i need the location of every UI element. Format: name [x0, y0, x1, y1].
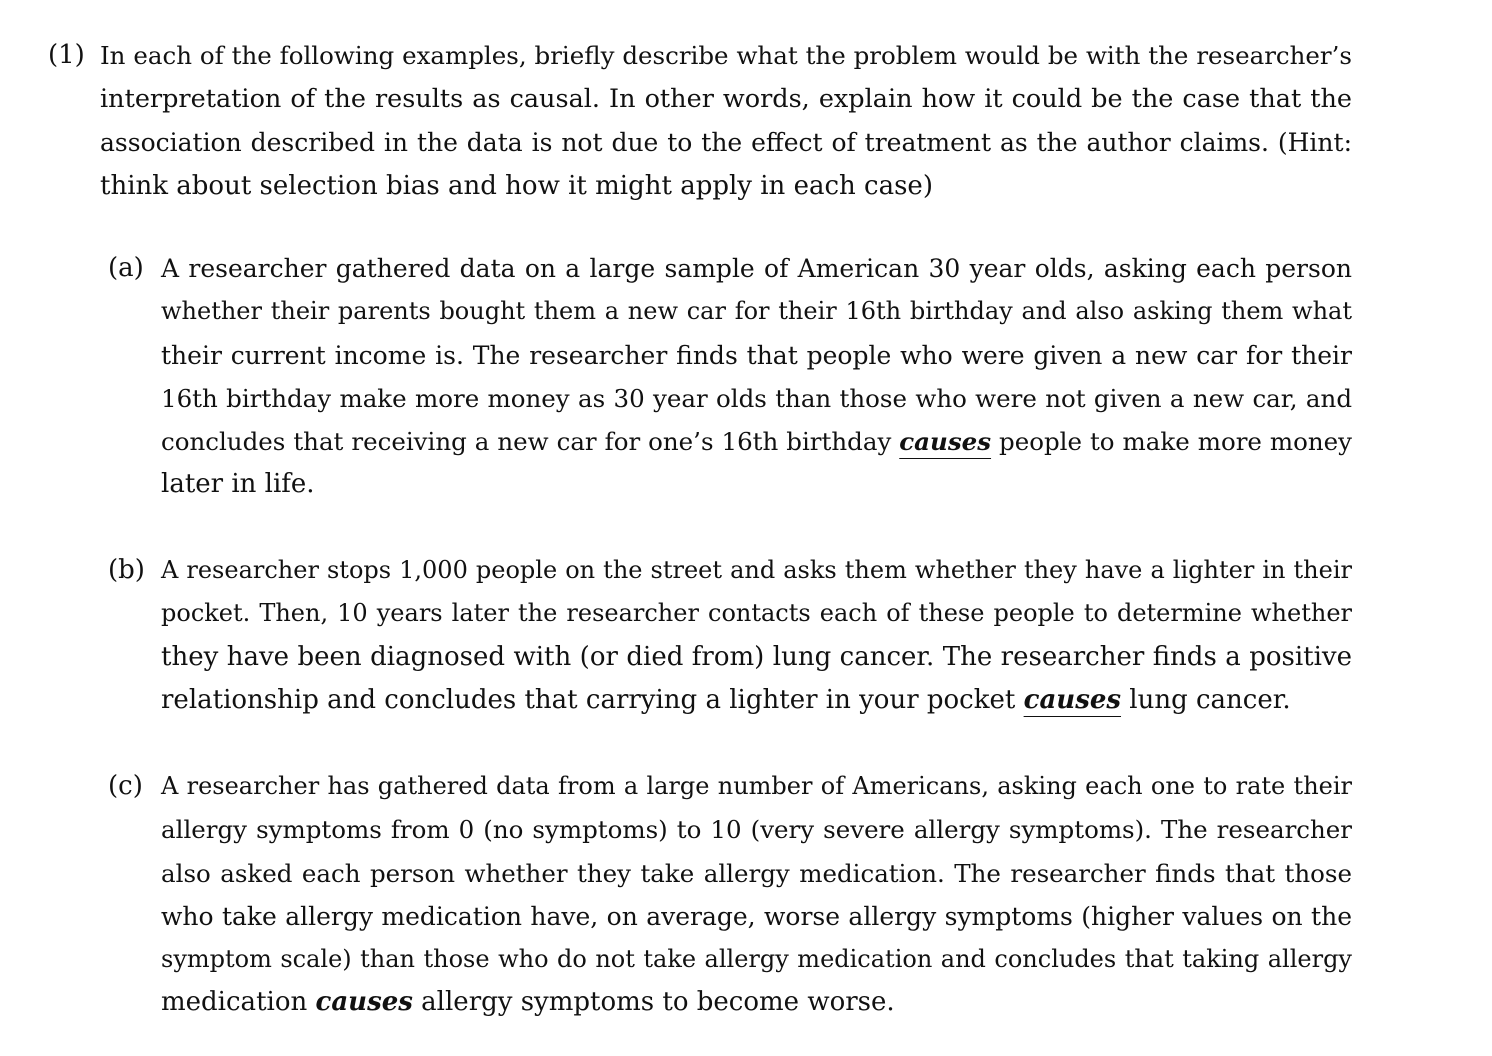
problem-intro	[100, 34, 1352, 208]
part-a-line: whether their parents bought them a new car for their 16th birthday and also asking them what	[161, 297, 1352, 326]
part-a-label: (a)	[108, 253, 144, 283]
causes-emphasis: causes	[899, 427, 992, 457]
intro-line: In each of the following examples, briefly describe what the problem would be with the researcher’s	[100, 41, 1352, 70]
part-b-text	[161, 549, 1352, 722]
part-c-line: A researcher has gathered data from a large number of Americans, asking each one to rate their	[161, 772, 1352, 800]
part-b-line-emphasis	[161, 679, 1352, 722]
part-b-label: (b)	[108, 555, 145, 585]
part-b-line: pocket. Then, 10 years later the researcher contacts each of these people to determine whether	[161, 599, 1352, 628]
part-c-line: allergy symptoms from 0 (no symptoms) to 10 (very severe allergy symptoms). The researcher	[161, 815, 1352, 845]
intro-line: think about selection bias and how it might apply in each case)	[100, 170, 933, 201]
part-c-line: symptom scale) than those who do not take allergy medication and concludes that taking allergy	[161, 945, 1352, 974]
part-c-text	[161, 765, 1352, 1025]
part-b-line: A researcher stops 1,000 people on the street and asks them whether they have a lighter in their	[161, 556, 1352, 584]
part-a-line: 16th birthday make more money as 30 year olds than those who were not given a new car, and	[161, 383, 1352, 413]
part-a-text	[161, 247, 1352, 507]
part-c-line: who take allergy medication have, on average, worse allergy symptoms (higher values on the	[161, 901, 1352, 931]
part-a-line5-before: concludes that receiving a new car for one’s 16th birthday	[161, 427, 900, 457]
part-a-line5-after: people to make more money	[991, 427, 1352, 457]
causes-emphasis: causes	[1023, 684, 1122, 715]
part-b-line4-before: relationship and concludes that carrying a lighter in your pocket	[161, 684, 1024, 715]
part-c-line-emphasis	[161, 981, 1352, 1024]
part-c-line: also asked each person whether they take allergy medication. The researcher finds that those	[161, 858, 1352, 888]
part-c-label: (c)	[108, 771, 143, 801]
intro-line: interpretation of the results as causal. In other words, explain how it could be the case that the	[100, 83, 1352, 114]
problem-number: (1)	[48, 40, 85, 70]
part-b-line: they have been diagnosed with (or died from) lung cancer. The researcher finds a positive	[161, 641, 1352, 672]
part-b-line4-after: lung cancer.	[1121, 684, 1291, 715]
part-a-line: A researcher gathered data on a large sample of American 30 year olds, asking each person	[161, 254, 1352, 283]
intro-line: association described in the data is not due to the effect of treatment as the author claims. (Hint:	[100, 128, 1352, 157]
part-a-line: their current income is. The researcher finds that people who were given a new car for their	[161, 340, 1352, 370]
part-c-line6-before: medication	[161, 987, 316, 1018]
part-a-line-emphasis	[161, 420, 1352, 463]
causes-emphasis: causes	[315, 987, 413, 1018]
part-c-line6-after: allergy symptoms to become worse.	[412, 987, 895, 1018]
part-a-line: later in life.	[161, 469, 315, 500]
